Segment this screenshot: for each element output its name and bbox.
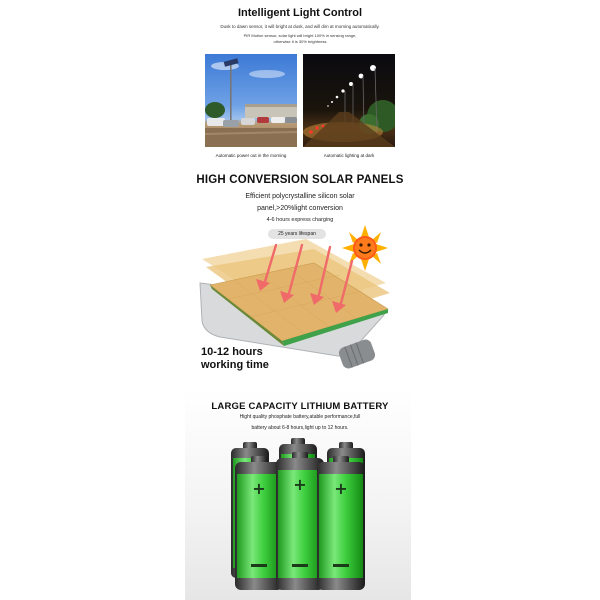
working-time-text: working time [201, 359, 269, 371]
intelligent-light-control-title: Intelligent Light Control [237, 7, 363, 19]
dusk-dawn-sensor-text: Dusk to dawn sensor, it will bright at dusk, and will dim at morning automatically. [220, 24, 380, 29]
panel-material-text: Efficient polycrystalline silicon solar [245, 193, 355, 200]
pir-sensor-text: PIR Motion sensor, solar light will bright 100% in sensing range, [243, 33, 357, 38]
minus-icon [333, 564, 349, 567]
plus-icon: + [334, 479, 348, 498]
minus-icon [251, 564, 267, 567]
conversion-rate-text: panel,>20%light conversion [257, 205, 343, 212]
working-time-hours: 10-12 hours [201, 346, 263, 358]
battery-description-line2: battery about 6-8 hours,light up to 12 hours. [251, 425, 349, 431]
plus-icon: + [252, 479, 266, 498]
minus-icon [292, 564, 308, 567]
battery-illustration [225, 436, 375, 592]
caption-morning: Automatic power out in the morning [215, 153, 287, 158]
lifespan-badge: 25 years lifespan [268, 229, 326, 239]
battery-description-line1: Hight quality phosphate battery,atable performance,full [239, 414, 361, 420]
brightness-text: otherwise it is 30% brightness [273, 39, 327, 44]
battery-title: LARGE CAPACITY LITHIUM BATTERY [211, 401, 389, 412]
solar-panels-title: HIGH CONVERSION SOLAR PANELS [196, 174, 404, 186]
caption-dark: Automatic lighting at dark [323, 153, 375, 158]
night-street-photo [303, 54, 395, 147]
working-time-label [201, 346, 269, 372]
plus-icon: + [293, 475, 307, 494]
battery-front-left [235, 456, 283, 590]
battery-front-middle [276, 452, 324, 590]
daytime-parking-photo [205, 54, 297, 147]
charging-time-text: 4-6 hours express charging [266, 217, 334, 223]
battery-front-right [317, 456, 365, 590]
